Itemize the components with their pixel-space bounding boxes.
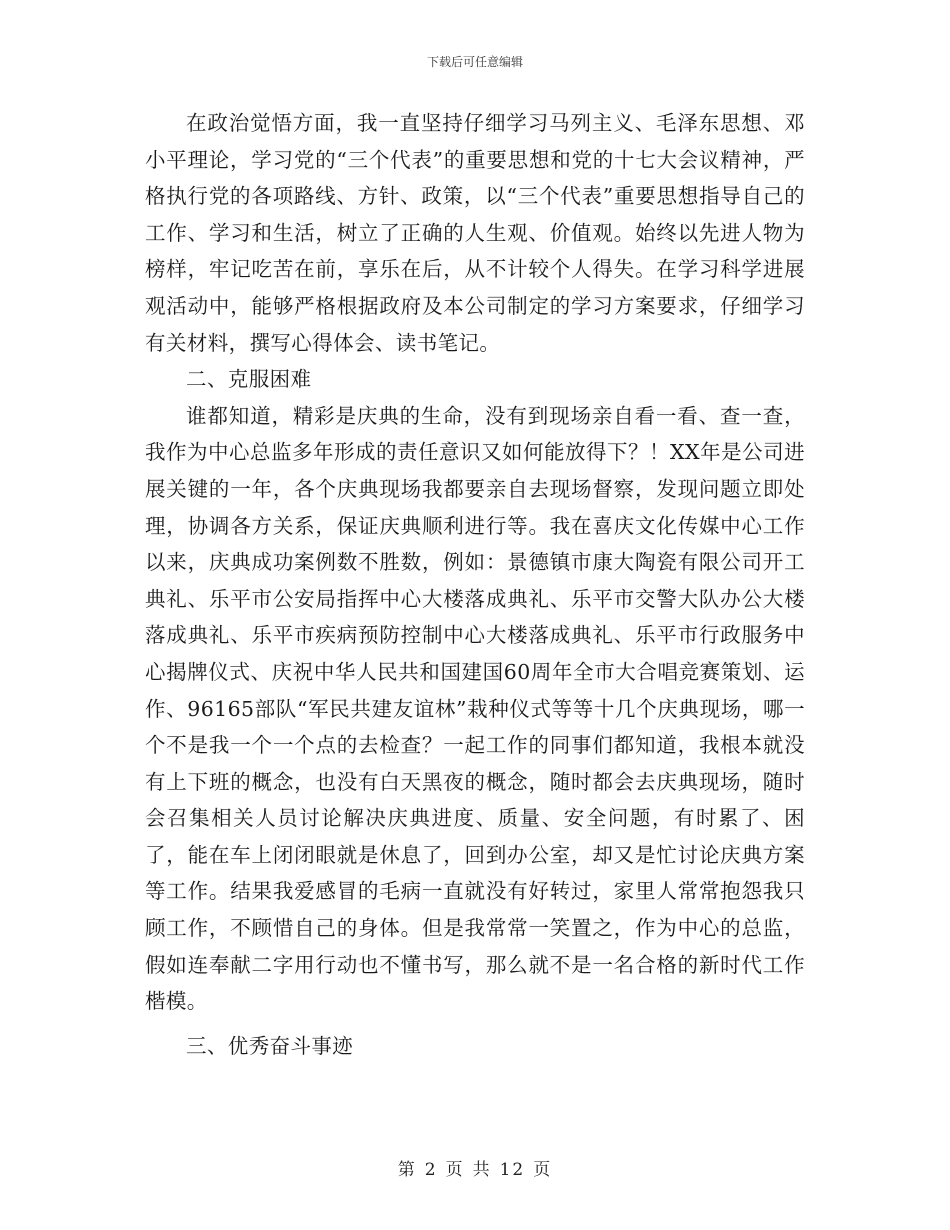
page-header-note: 下载后可任意编辑 <box>426 55 523 69</box>
footer-suffix: 页 <box>533 1160 553 1180</box>
paragraph-celebration-work: 谁都知道，精彩是庆典的生命，没有到现场亲自看一看、查一查，我作为中心总监多年形成的责任意识又如何能放得下？！XX年是公司进展关键的一年，各个庆典现场我都要亲自去现场督察，发现问题立即处理，协调各方关系，保证庆典顺利进行等。我在喜庆文化传媒中心工作以来，庆典成功案例数不胜数，例如：景德镇市康大陶瓷有限公司开工典礼、乐平市公安局指挥中心大楼落成典礼、乐平市交警大队办公大楼落成典礼、乐平市疾病预防控制中心大楼落成典礼、乐平市行政服务中心揭牌仪式、庆祝中华人民共和国建国60周年全市大合唱竞赛策划、运作、96165部队“军民共建友谊林”栽种仪式等等十几个庆典现场，哪一个不是我一个一个点的去检查？一起工作的同事们都知道，我根本就没有上下班的概念，也没有白天黑夜的概念，随时都会去庆典现场，随时会召集相关人员讨论解决庆典进度、质量、安全问题，有时累了、困了，能在车上闭闭眼就是休息了，回到办公室，却又是忙讨论庆典方案等工作。结果我爱感冒的毛病一直就没有好转过，家里人常常抱怨我只顾工作，不顾惜自己的身体。但是我常常一笑置之，作为中心的总监，假如连奉献二字用行动也不懂书写，那么就不是一名合格的新时代工作楷模。 <box>145 403 805 1014</box>
footer-total-pages: 12 <box>499 1160 526 1180</box>
page-footer <box>0 1155 950 1180</box>
document-body <box>145 105 805 1064</box>
footer-prefix: 第 <box>397 1160 417 1180</box>
footer-page-word: 页 <box>445 1160 465 1180</box>
footer-current-page: 2 <box>424 1160 438 1180</box>
section-heading-outstanding-deeds: 三、优秀奋斗事迹 <box>186 1033 354 1058</box>
paragraph-political-awareness: 在政治觉悟方面，我一直坚持仔细学习马列主义、毛泽东思想、邓小平理论，学习党的“三个代表”的重要思想和党的十七大会议精神，严格执行党的各项路线、方针、政策，以“三个代表”重要思想指导自己的工作、学习和生活，树立了正确的人生观、价值观。始终以先进人物为榜样，牢记吃苦在前，享乐在后，从不计较个人得失。在学习科学进展观活动中，能够严格根据政府及本公司制定的学习方案要求，仔细学习有关材料，撰写心得体会、读书笔记。 <box>145 111 805 355</box>
section-heading-overcome-difficulties: 二、克服困难 <box>186 367 312 392</box>
footer-total-word: 共 <box>472 1160 492 1180</box>
